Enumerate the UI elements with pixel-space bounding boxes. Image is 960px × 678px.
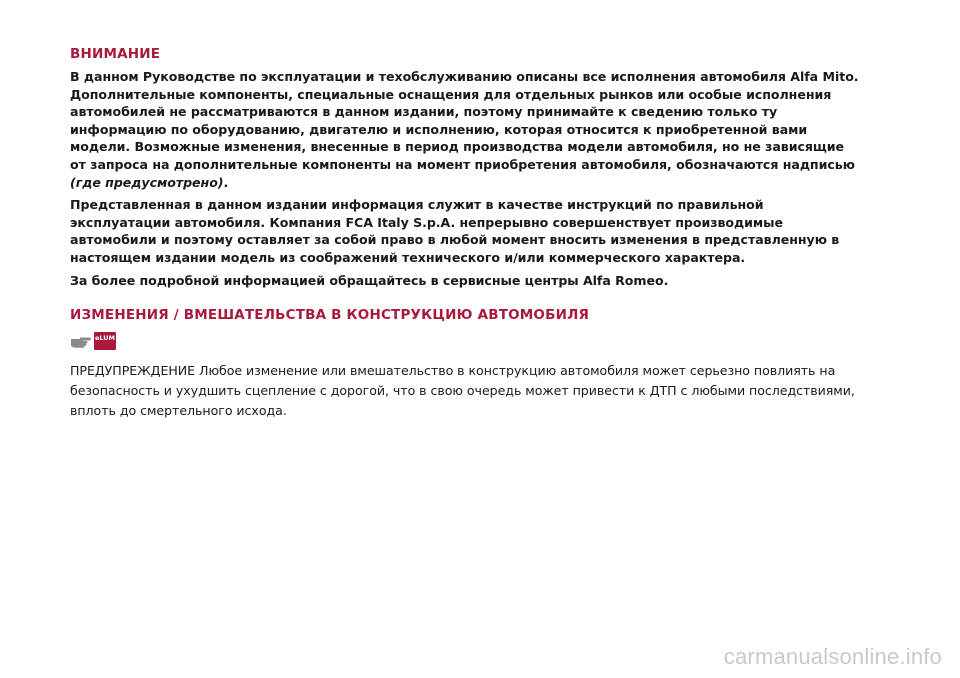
- warning-text: ПРЕДУПРЕЖДЕНИЕ Любое изменение или вмешательство в конструкцию автомобиля может серьезно повлиять на безопасность и ухудшить сцепление с дорогой, что в свою очередь может привести к ДТП с любыми последствиями, вплоть до смертельного исхода.: [70, 363, 855, 419]
- section-heading-modifications: ИЗМЕНЕНИЯ / ВМЕШАТЕЛЬСТВА В КОНСТРУКЦИЮ АВТОМОБИЛЯ: [70, 307, 590, 324]
- paragraph-models-scope-text: В данном Руководстве по эксплуатации и техобслуживанию описаны все исполнения автомобиля Alfa Mito. Дополнительные компоненты, специальные оснащения для отдельных рынков или особые исполнения автомобилей не рассматриваются в данном издании, поэтому принимайте к сведению только ту информацию по оборудованию, двигателю и исполнению, которая относится к приобретенной вами модели. Возможные изменения, внесенные в период производства модели автомобиля, но не зависящие от запроса на дополнительные компоненты на момент приобретения автомобиля, обозначаются надписью: [70, 69, 859, 172]
- paragraph-service-centers: За более подробной информацией обращайтесь в сервисные центры Alfa Romeo.: [70, 272, 669, 288]
- paragraph-information-purpose: Представленная в данном издании информация служит в качестве инструкций по правильной эксплуатации автомобиля. Компания FCA Italy S.p.A. непрерывно совершенствует производимые автомобили и поэтому оставляет за собой право в любой момент вносить изменения в представленную в настоящем издании модель из соображений технического и/или коммерческого характера.: [70, 197, 840, 265]
- manual-page: [70, 46, 860, 421]
- where-provided-note: (где предусмотрено): [70, 174, 224, 190]
- icon-row: [70, 329, 860, 353]
- pointing-hand-icon: [70, 334, 92, 348]
- elum-icon: eLUM: [94, 332, 116, 350]
- paragraph-models-scope: [70, 68, 860, 191]
- paragraph-end-punct: .: [223, 174, 229, 190]
- watermark-text: carmanualsonline.info: [723, 644, 942, 669]
- section-heading-attention: ВНИМАНИЕ: [70, 46, 161, 62]
